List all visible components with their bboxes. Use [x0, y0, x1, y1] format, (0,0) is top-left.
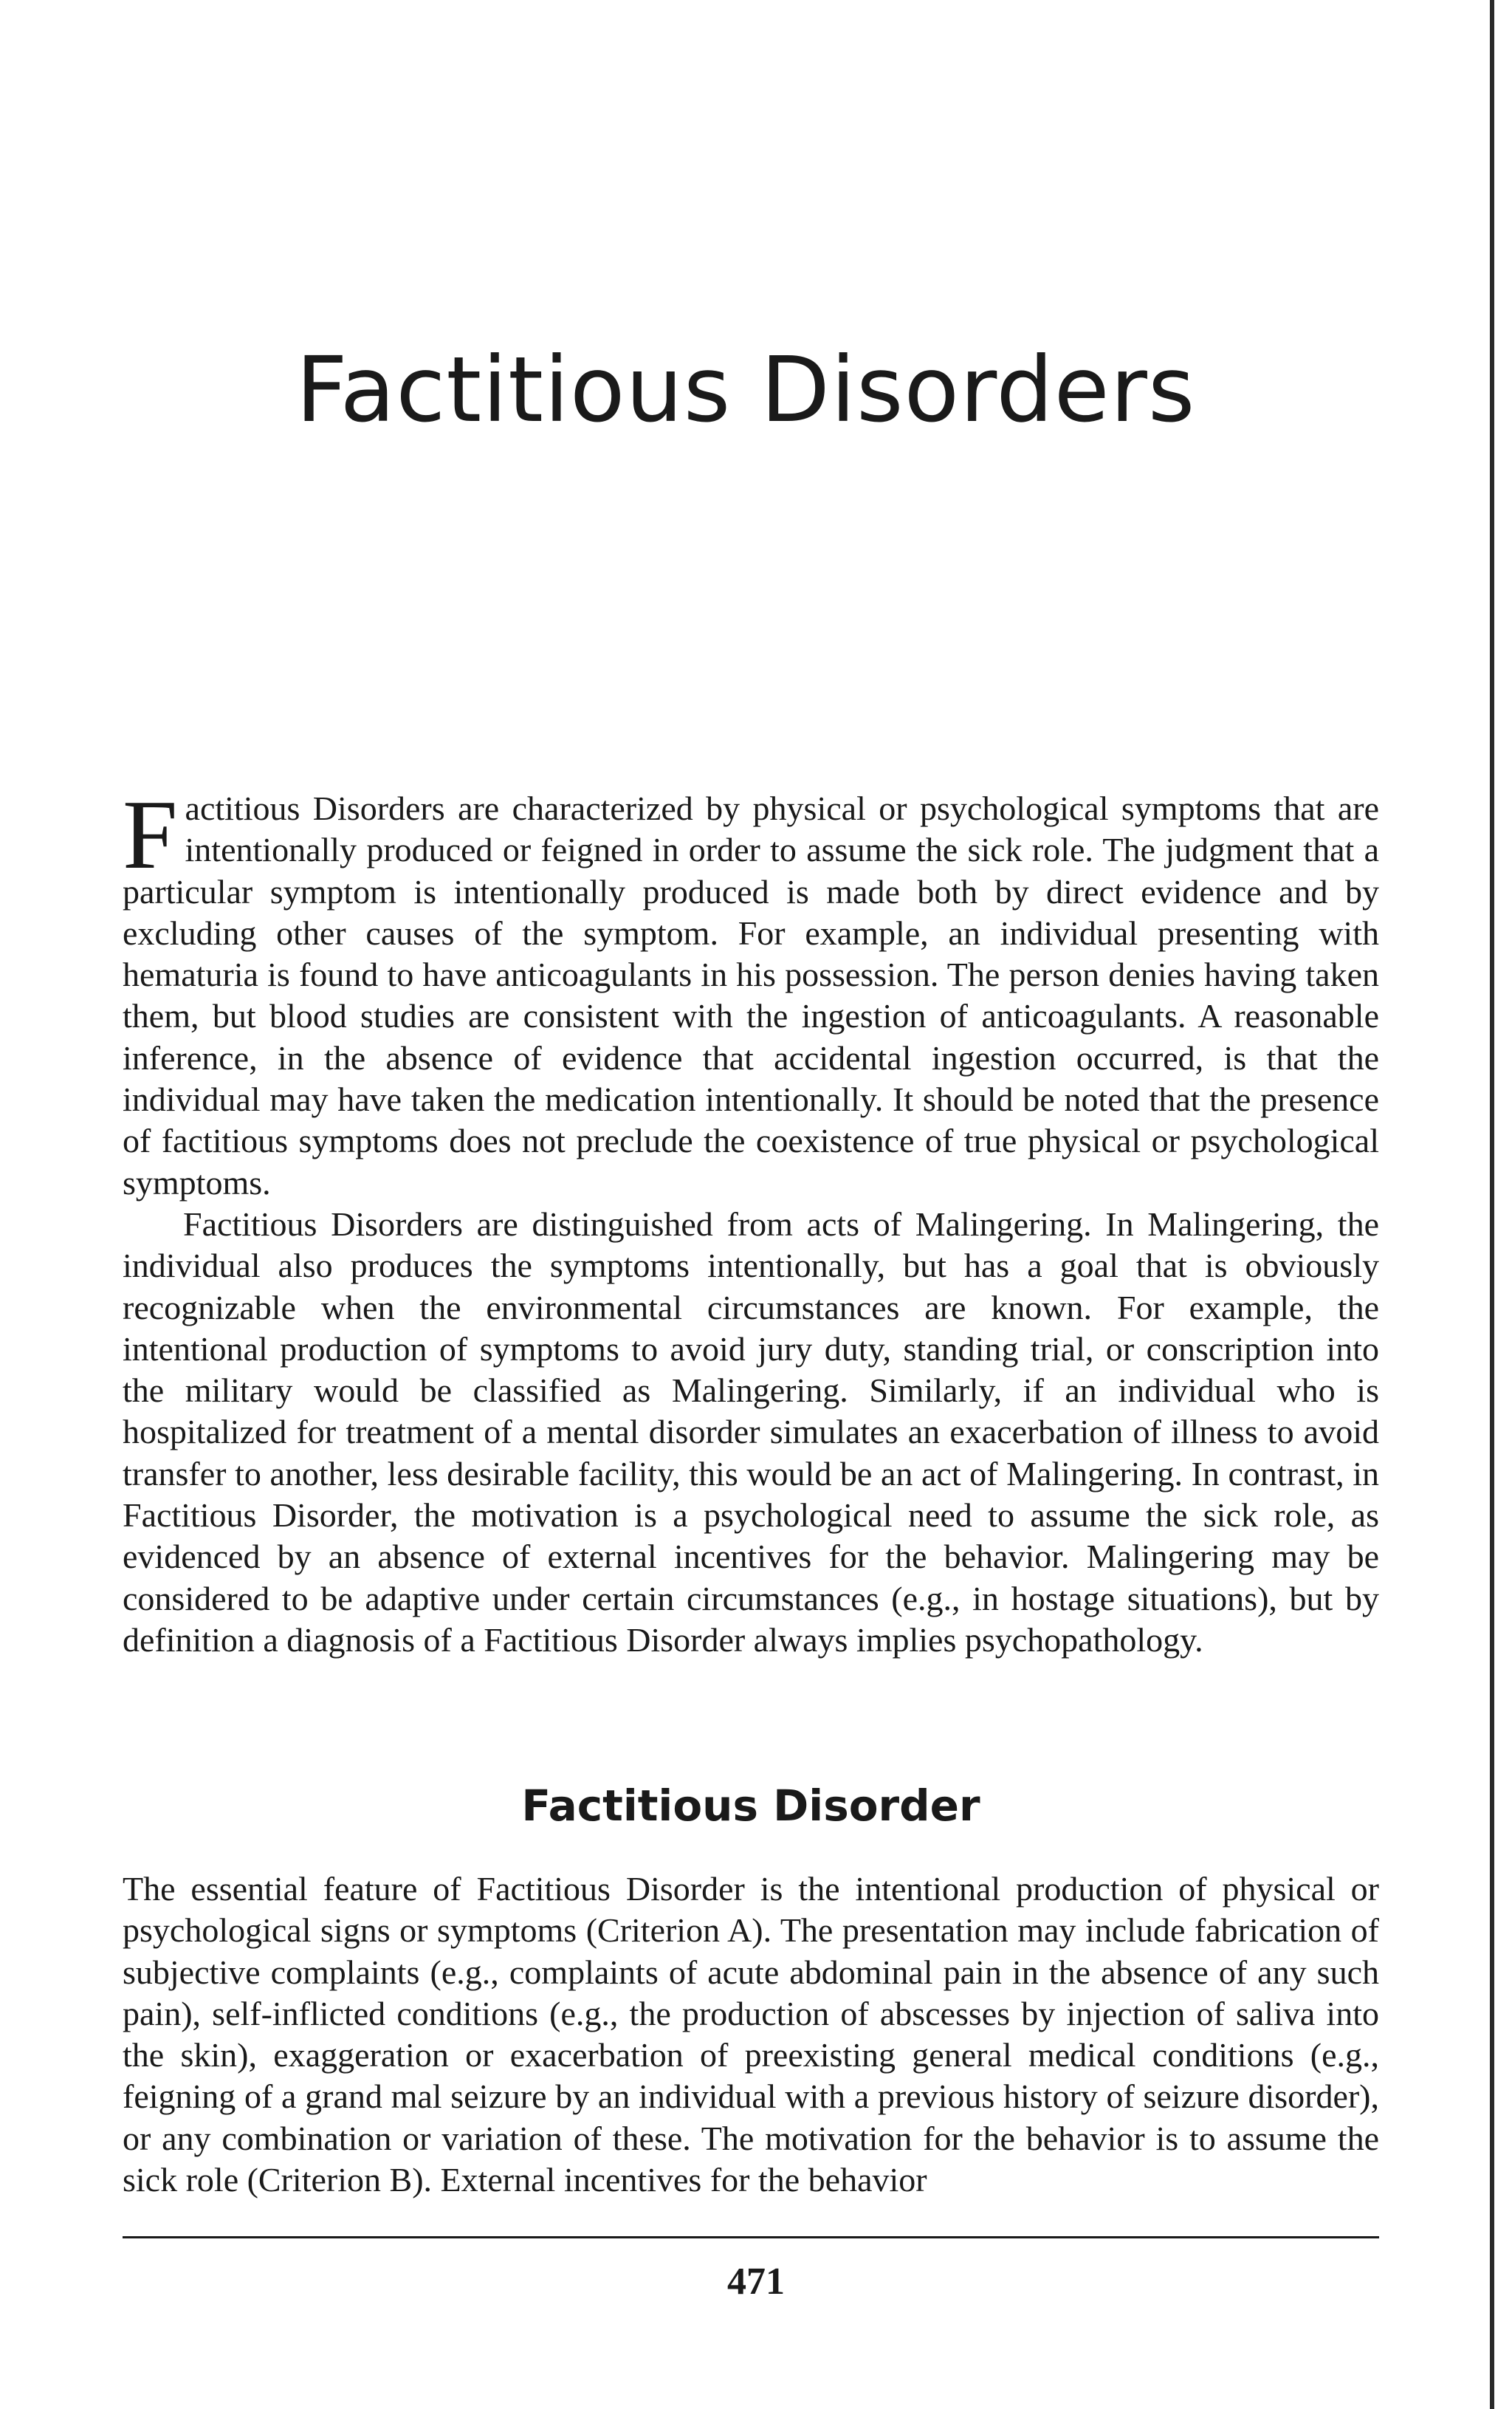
page-number: 471 [727, 2261, 785, 2303]
section-paragraph-1: The essential feature of Factitious Disorder is the intentional production of physical or psychological signs or symptoms (Criterion A). The presentation may include fabrication of subjective complaints (e.g., complaints of acute abdominal pain in the absence of any such pain), self-inflicted conditions (e.g., the production of abscesses by injection of saliva into the skin), exaggeration or exacerbation of preexisting general medical conditions (e.g., feigning of a grand mal seizure by an individual with a previous history of seizure disorder), or any combination or variation of these. The motivation for the behavior is to assume the sick role (Criterion B). External incentives for the behavior [123, 1870, 1379, 2199]
section-text [123, 1868, 1379, 2201]
footer-rule [123, 2236, 1379, 2238]
intro-paragraph-2: Factitious Disorders are distinguished from acts of Malingering. In Malingering, the individual also produces the symptoms intentionally, but has a goal that is obviously recognizable when the environmental circumstances are known. For example, the intentional production of symptoms to avoid jury duty, standing trial, or conscription into the military would be classified as Malingering. Similarly, if an individual who is hospitalized for treatment of a mental disorder simulates an exacerbation of illness to avoid transfer to another, less desirable facility, this would be an act of Malingering. In contrast, in Factitious Disorder, the motivation is a psychological need to assume the sick role, as evidenced by an absence of external incentives for the behavior. Malingering may be considered to be adaptive under certain circumstances (e.g., in hostage situations), but by definition a diagnosis of a Factitious Disorder always implies psychopathology. [123, 1204, 1379, 1659]
section-heading: Factitious Disorder [521, 1781, 980, 1831]
drop-cap: F [123, 780, 178, 889]
page-edge-shadow [1490, 0, 1494, 2409]
chapter-title: Factitious Disorders [295, 337, 1196, 442]
intro-paragraph-1 [123, 780, 1379, 1204]
intro-text [123, 780, 1379, 1661]
intro-paragraph-1-text: actitious Disorders are characterized by physical or psychological symptoms that are intentionally produced or feigned in order to assume the sick role. The judgment that a particular symptom is intentionally produced is made both by direct evidence and by excluding other causes of the symptom. For example, an individual presenting with hematuria is found to have anticoagulants in his possession. The person denies having taken them, but blood studies are consistent with the ingestion of anticoagulants. A reasonable inference, in the absence of evidence that accidental ingestion occurred, is that the individual may have taken the medication intentionally. It should be noted that the presence of factitious symptoms does not preclude the coexistence of true physical or psychological symptoms. [123, 789, 1379, 1202]
